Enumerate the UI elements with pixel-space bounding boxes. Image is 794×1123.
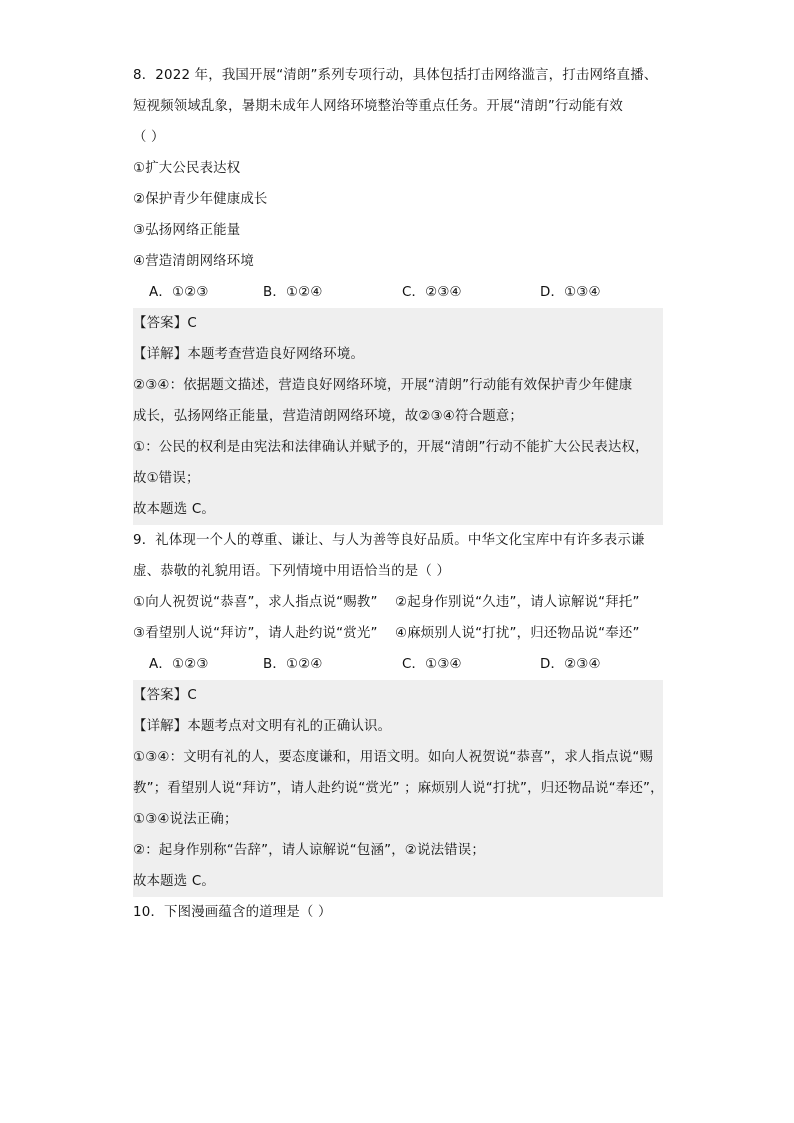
q8-stem-line-3: （ ） [133, 130, 165, 145]
q8-option-c: C．②③④ [402, 285, 462, 300]
q9-conclusion: 故本题选 C。 [133, 874, 215, 889]
q9-items-row-1 [133, 587, 663, 618]
q9-stem-line-1: 9．礼体现一个人的尊重、谦让、与人为善等良好品质。中华文化宝库中有许多表示谦 [133, 533, 645, 548]
q8-item-2: ②保护青少年健康成长 [133, 192, 268, 207]
q8-stem-line-2: 短视频领域乱象，暑期未成年人网络环境整治等重点任务。开展“清朗”行动能有效 [133, 99, 623, 114]
q9-option-a: A．①②③ [149, 657, 209, 672]
q9-explanation-2: ②：起身作别称“告辞”，请人谅解说“包涵”，②说法错误； [133, 843, 485, 858]
q8-stem-line-1: 8．2022 年，我国开展“清朗”系列专项行动，具体包括打击网络滥言，打击网络直播、 [133, 68, 658, 83]
q9-option-b: B．①②④ [263, 657, 323, 672]
q8-option-d: D．①③④ [540, 285, 601, 300]
q9-item-1: ①向人祝贺说“恭喜”，求人指点说“赐教” [133, 595, 378, 610]
q8-option-b: B．①②④ [263, 285, 323, 300]
q9-stem-line-2: 虚、恭敬的礼貌用语。下列情境中用语恰当的是（ ） [133, 564, 451, 579]
q9-item-2: ②起身作别说“久违”，请人谅解说“拜托” [395, 595, 640, 610]
q9-answer: 【答案】C [133, 688, 197, 703]
q9-answer-block [133, 680, 663, 897]
q8-item-1: ①扩大公民表达权 [133, 161, 241, 176]
q8-explanation-1-line-2: 成长，弘扬网络正能量，营造清朗网络环境，故②③④符合题意； [133, 409, 523, 424]
q8-conclusion: 故本题选 C。 [133, 502, 215, 517]
q8-item-3: ③弘扬网络正能量 [133, 223, 241, 238]
q8-explanation-2-line-1: ①：公民的权利是由宪法和法律确认并赋予的，开展“清朗”行动不能扩大公民表达权， [133, 440, 649, 455]
document-page [133, 60, 663, 928]
q9-item-4: ④麻烦别人说“打扰”，归还物品说“奉还” [395, 626, 640, 641]
q9-option-d: D．②③④ [540, 657, 601, 672]
q8-option-a: A．①②③ [149, 285, 209, 300]
q9-explanation-1-line-2: 教”；看望别人说“拜访”，请人赴约说“赏光” ；麻烦别人说“打扰”，归还物品说“奉还”， [133, 781, 664, 796]
q8-answer: 【答案】C [133, 316, 197, 331]
q9-detail: 【详解】本题考点对文明有礼的正确认识。 [133, 719, 392, 734]
q8-explanation-2-line-2: 故①错误； [133, 471, 200, 486]
q9-explanation-1-line-1: ①③④：文明有礼的人，要态度谦和，用语文明。如向人祝贺说“恭喜”，求人指点说“赐 [133, 750, 654, 765]
q9-option-c: C．①③④ [402, 657, 462, 672]
q9-options [133, 649, 663, 680]
q9-items-row-2 [133, 618, 663, 649]
q9-explanation-1-line-3: ①③④说法正确； [133, 812, 238, 827]
q8-detail: 【详解】本题考查营造良好网络环境。 [133, 347, 365, 362]
q8-answer-block [133, 308, 663, 525]
q9-item-3: ③看望别人说“拜访”，请人赴约说“赏光” [133, 626, 378, 641]
q8-options [133, 277, 663, 308]
q10-stem: 10．下图漫画蕴含的道理是（ ） [133, 905, 332, 920]
q8-item-4: ④营造清朗网络环境 [133, 254, 254, 269]
q8-explanation-1-line-1: ②③④：依据题文描述，营造良好网络环境，开展“清朗”行动能有效保护青少年健康 [133, 378, 633, 393]
